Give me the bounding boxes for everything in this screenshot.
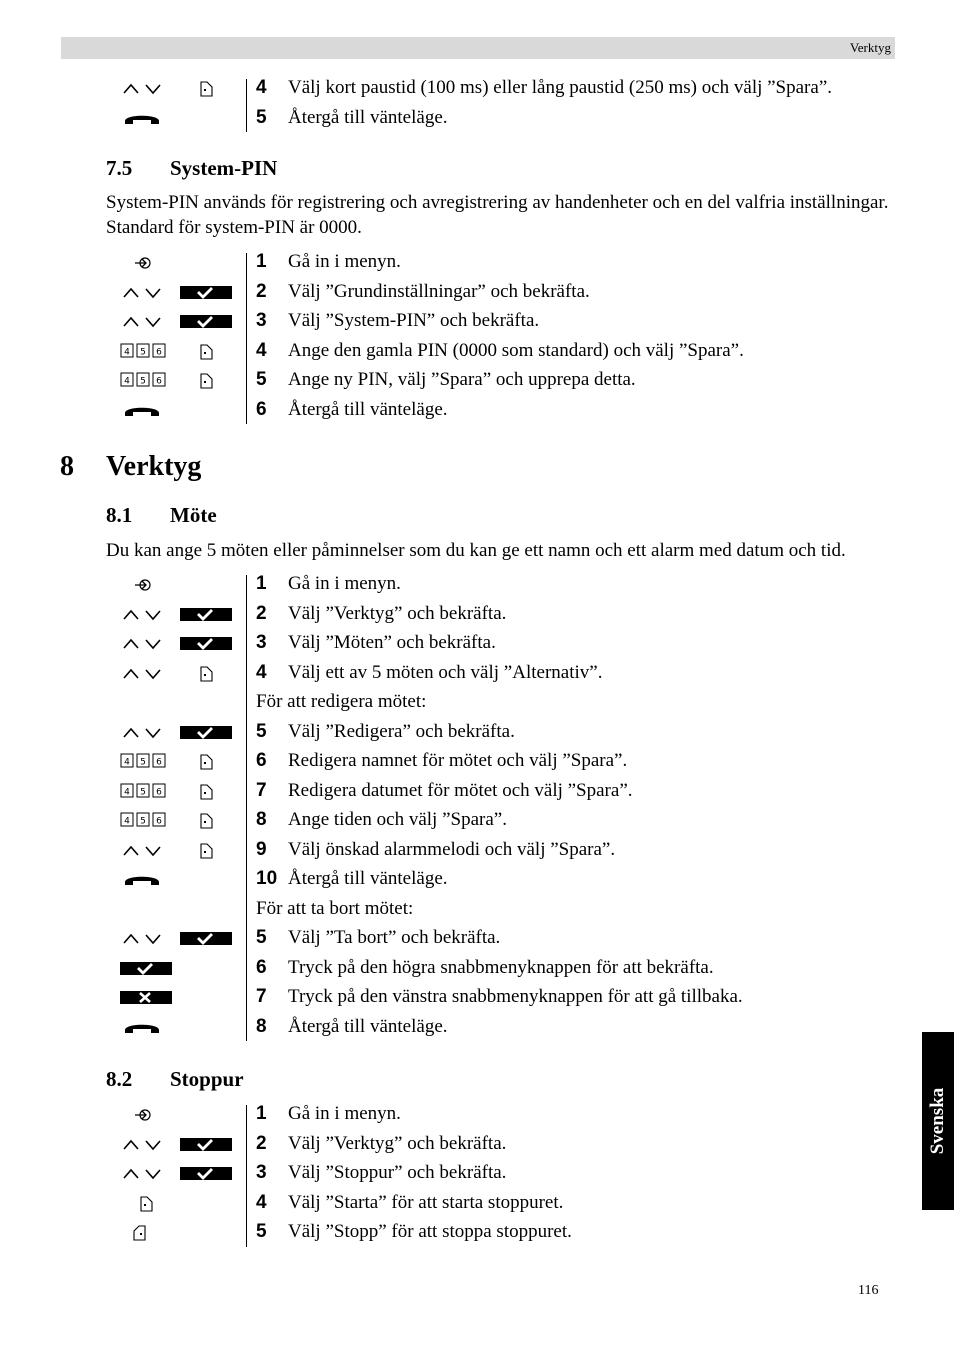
- step-divider-line: [246, 253, 247, 424]
- step-text: Ange ny PIN, välj ”Spara” och upprepa detta.: [288, 369, 636, 390]
- step-number: 4: [256, 1192, 267, 1213]
- up-down-arrows-icon: [120, 1164, 166, 1182]
- svg-text:4: 4: [124, 816, 130, 827]
- step-text: Välj ”Stoppur” och bekräfta.: [288, 1162, 507, 1183]
- step-row: [0, 778, 954, 808]
- step-row: [0, 338, 954, 368]
- svg-text:4: 4: [124, 787, 130, 798]
- step-row: [0, 984, 954, 1014]
- step-row: [0, 719, 954, 749]
- step-row: [0, 1131, 954, 1161]
- step-number: 5: [256, 369, 267, 390]
- step-text: Välj ”Verktyg” och bekräfta.: [288, 603, 507, 624]
- ok-check-softkey-icon: [180, 723, 232, 741]
- step-row: [0, 925, 954, 955]
- step-row: [0, 807, 954, 837]
- svg-text:6: 6: [156, 787, 162, 798]
- right-softkey-icon: [180, 79, 232, 97]
- header-bar: [61, 37, 895, 59]
- right-softkey-icon: [180, 664, 232, 682]
- step-divider-line: [246, 1105, 247, 1247]
- right-softkey-icon: [180, 811, 232, 829]
- step-text: Tryck på den högra snabbmenyknappen för att bekräfta.: [288, 957, 714, 978]
- right-softkey-icon: [180, 371, 232, 389]
- step-number: 2: [256, 1133, 267, 1154]
- step-number: 5: [256, 927, 267, 948]
- step-row: [0, 660, 954, 690]
- step-number: 3: [256, 632, 267, 653]
- step-text: Redigera datumet för mötet och välj ”Spara”.: [288, 780, 633, 801]
- step-text: Återgå till vänteläge.: [288, 868, 448, 889]
- right-softkey-icon: [180, 342, 232, 360]
- svg-text:6: 6: [156, 816, 162, 827]
- step-number: 1: [256, 573, 267, 594]
- step-text: Ange tiden och välj ”Spara”.: [288, 809, 507, 830]
- step-number: 8: [256, 1016, 267, 1037]
- step-text: Redigera namnet för mötet och välj ”Spara”.: [288, 750, 628, 771]
- step-text: Återgå till vänteläge.: [288, 107, 448, 128]
- step-row: [0, 279, 954, 309]
- step-row: [0, 837, 954, 867]
- step-number: 9: [256, 839, 267, 860]
- page-number: 116: [858, 1283, 879, 1298]
- step-number: 3: [256, 1162, 267, 1183]
- end-call-icon: [120, 401, 166, 419]
- step-row: [0, 1101, 954, 1131]
- step-number: 6: [256, 399, 267, 420]
- svg-text:6: 6: [156, 376, 162, 387]
- step-number: 4: [256, 77, 267, 98]
- step-number: 7: [256, 986, 267, 1007]
- step-row: [0, 748, 954, 778]
- step-text: Gå in i menyn.: [288, 251, 401, 272]
- keypad-icon: [120, 811, 166, 829]
- step-text: Gå in i menyn.: [288, 573, 401, 594]
- step-text: Tryck på den vänstra snabbmenyknappen för att gå tillbaka.: [288, 986, 743, 1007]
- step-text: Välj ett av 5 möten och välj ”Alternativ”.: [288, 662, 603, 683]
- svg-text:5: 5: [140, 787, 146, 798]
- ok-check-softkey-icon: [180, 312, 232, 330]
- step-text: Välj ”Verktyg” och bekräfta.: [288, 1133, 507, 1154]
- step-number: 5: [256, 721, 267, 742]
- step-number: 3: [256, 310, 267, 331]
- step-row: [0, 955, 954, 985]
- step-text: Återgå till vänteläge.: [288, 399, 448, 420]
- svg-text:5: 5: [140, 347, 146, 358]
- step-divider-line: [246, 79, 247, 132]
- step-row: [0, 601, 954, 631]
- svg-text:5: 5: [140, 816, 146, 827]
- svg-text:5: 5: [140, 757, 146, 768]
- right-softkey-icon: [120, 1194, 166, 1212]
- step-row: [0, 397, 954, 427]
- step-row: [0, 367, 954, 397]
- step-number: 8: [256, 809, 267, 830]
- step-row: [0, 105, 954, 135]
- up-down-arrows-icon: [120, 312, 166, 330]
- svg-text:4: 4: [124, 347, 130, 358]
- ok-check-softkey-icon: [180, 929, 232, 947]
- up-down-arrows-icon: [120, 664, 166, 682]
- step-number: 2: [256, 281, 267, 302]
- step-text: Välj ”Stopp” för att stoppa stoppuret.: [288, 1221, 572, 1242]
- step-row: [0, 571, 954, 601]
- step-row: [0, 75, 954, 105]
- menu-enter-icon: [120, 575, 166, 593]
- up-down-arrows-icon: [120, 723, 166, 741]
- step-text: Välj ”Möten” och bekräfta.: [288, 632, 496, 653]
- ok-check-softkey-icon: [180, 1164, 232, 1182]
- keypad-icon: [120, 752, 166, 770]
- step-number: 7: [256, 780, 267, 801]
- sub-heading: För att ta bort mötet:: [256, 898, 414, 919]
- step-text: Välj önskad alarmmelodi och välj ”Spara”.: [288, 839, 616, 860]
- step-text: Välj ”Starta” för att starta stoppuret.: [288, 1192, 564, 1213]
- step-row: [0, 1219, 954, 1249]
- up-down-arrows-icon: [120, 1135, 166, 1153]
- svg-text:4: 4: [124, 376, 130, 387]
- step-row: [0, 866, 954, 896]
- intro-7-5: System-PIN används för registrering och avregistrering av handenheter och en del valfria inställningar. Standard för system-PIN är 0000.: [106, 192, 889, 238]
- running-header: Verktyg: [849, 40, 891, 55]
- ok-check-softkey-icon: [180, 283, 232, 301]
- end-call-icon: [120, 109, 166, 127]
- up-down-arrows-icon: [120, 605, 166, 623]
- keypad-icon: [120, 342, 166, 360]
- intro-8-1: Du kan ange 5 möten eller påminnelser som du kan ge ett namn och ett alarm med datum och tid.: [106, 540, 846, 561]
- step-number: 6: [256, 750, 267, 771]
- end-call-icon: [120, 1018, 166, 1036]
- step-number: 1: [256, 1103, 267, 1124]
- ok-check-softkey-icon: [180, 634, 232, 652]
- step-number: 1: [256, 251, 267, 272]
- step-text: Ange den gamla PIN (0000 som standard) och välj ”Spara”.: [288, 340, 744, 361]
- step-number: 10: [256, 868, 278, 889]
- up-down-arrows-icon: [120, 79, 166, 97]
- ok-check-softkey-icon: [180, 605, 232, 623]
- menu-enter-icon: [120, 1105, 166, 1123]
- left-softkey-icon: [120, 1223, 166, 1241]
- step-text: Välj ”Redigera” och bekräfta.: [288, 721, 515, 742]
- step-number: 6: [256, 957, 267, 978]
- step-number: 4: [256, 662, 267, 683]
- step-text: Välj ”Grundinställningar” och bekräfta.: [288, 281, 590, 302]
- step-text: Välj kort paustid (100 ms) eller lång paustid (250 ms) och välj ”Spara”.: [288, 77, 833, 98]
- step-text: Välj ”Ta bort” och bekräfta.: [288, 927, 501, 948]
- menu-enter-icon: [120, 253, 166, 271]
- step-text: Återgå till vänteläge.: [288, 1016, 448, 1037]
- keypad-icon: [120, 782, 166, 800]
- right-softkey-icon: [180, 782, 232, 800]
- step-row: [0, 1190, 954, 1220]
- up-down-arrows-icon: [120, 283, 166, 301]
- up-down-arrows-icon: [120, 634, 166, 652]
- up-down-arrows-icon: [120, 841, 166, 859]
- step-divider-line: [246, 575, 247, 1041]
- svg-text:6: 6: [156, 347, 162, 358]
- svg-text:6: 6: [156, 757, 162, 768]
- up-down-arrows-icon: [120, 929, 166, 947]
- heading-8: 8 Verktyg: [60, 451, 202, 482]
- language-tab: Svenska: [922, 1032, 954, 1210]
- step-row: [0, 1160, 954, 1190]
- step-row: [0, 1014, 954, 1044]
- ok-check-softkey-icon: [120, 959, 166, 977]
- ok-check-softkey-icon: [180, 1135, 232, 1153]
- keypad-icon: [120, 371, 166, 389]
- cancel-x-softkey-icon: [120, 988, 166, 1006]
- sub-heading: För att redigera mötet:: [256, 691, 427, 712]
- right-softkey-icon: [180, 841, 232, 859]
- right-softkey-icon: [180, 752, 232, 770]
- end-call-icon: [120, 870, 166, 888]
- svg-text:5: 5: [140, 376, 146, 387]
- step-number: 2: [256, 603, 267, 624]
- step-row: [0, 249, 954, 279]
- step-text: Välj ”System-PIN” och bekräfta.: [288, 310, 540, 331]
- step-row: [0, 308, 954, 338]
- step-number: 4: [256, 340, 267, 361]
- step-number: 5: [256, 1221, 267, 1242]
- step-text: Gå in i menyn.: [288, 1103, 401, 1124]
- svg-text:4: 4: [124, 757, 130, 768]
- step-number: 5: [256, 107, 267, 128]
- step-row: [0, 630, 954, 660]
